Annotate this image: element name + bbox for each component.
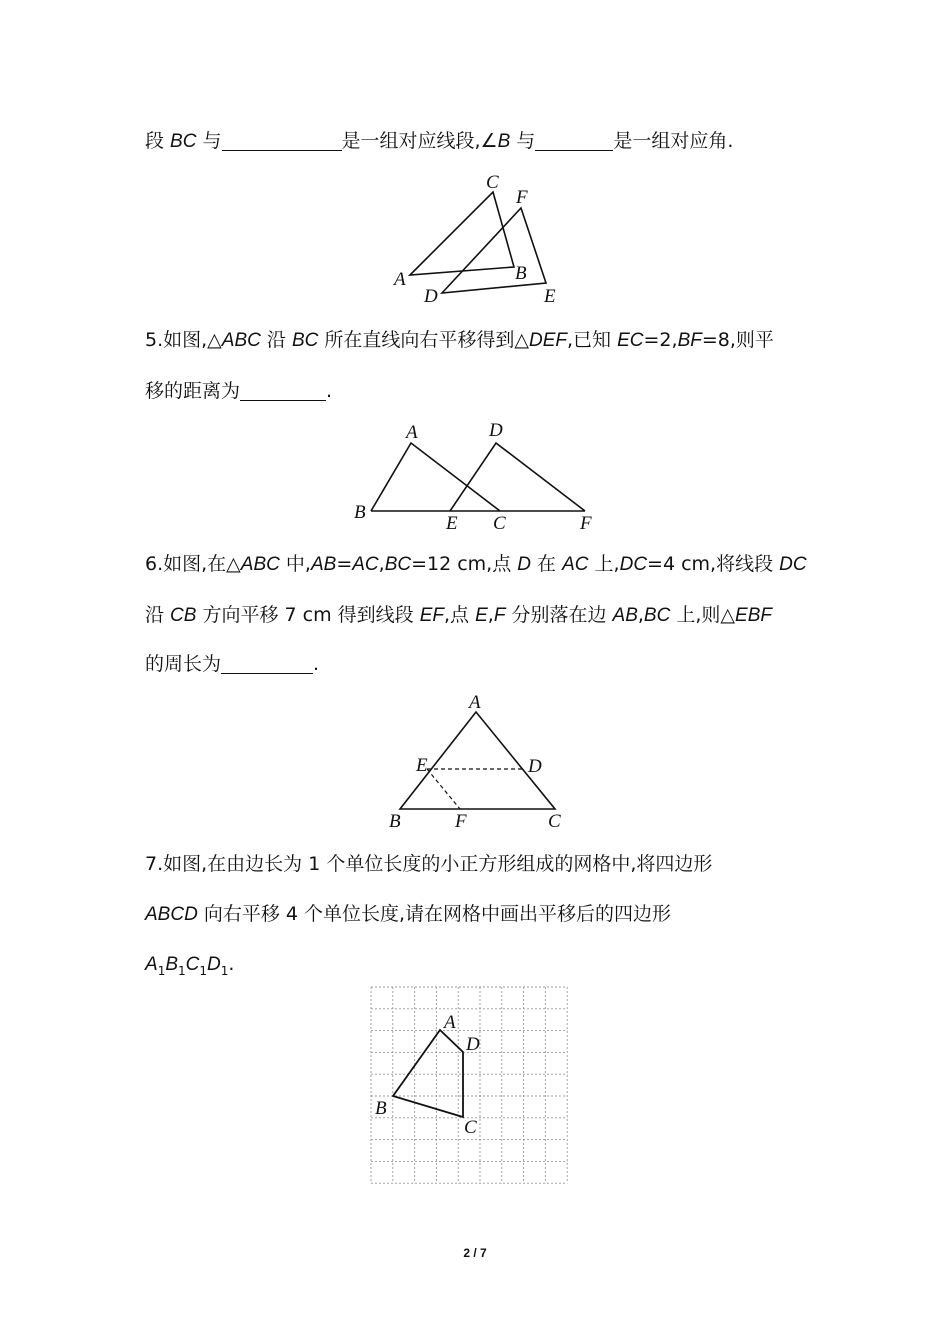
label-e: E [446, 513, 458, 534]
label-c: C [493, 513, 506, 534]
answer-blank-1[interactable] [222, 130, 342, 151]
label-c: C [464, 1117, 477, 1138]
q4-line: 段 BC 与 是一组对应线段,∠B 与 是一组对应角. [145, 130, 734, 152]
q6-line-3: 的周长为 . [145, 653, 320, 675]
label-b: B [375, 1098, 387, 1119]
figure-q4 [380, 168, 580, 308]
label-f: F [455, 811, 467, 832]
label-e: E [416, 755, 428, 776]
label-d: D [466, 1034, 480, 1055]
figure-q7 [370, 986, 582, 1184]
triangle-def [450, 443, 585, 511]
label-f: F [516, 187, 528, 208]
label-d: D [528, 756, 542, 777]
q5-line-2: 移的距离为 . [145, 380, 333, 402]
label-d: D [489, 420, 503, 441]
q7-line-2: ABCD 向右平移 4 个单位长度,请在网格中画出平移后的四边形 [145, 903, 672, 925]
label-c: C [548, 811, 561, 832]
q5-line-1: 5.如图,△ABC 沿 BC 所在直线向右平移得到△DEF,已知 EC=2,BF=8,则平 [145, 329, 774, 351]
figure-q6 [380, 688, 580, 838]
answer-blank-3[interactable] [240, 380, 326, 401]
label-e: E [544, 286, 556, 307]
page-number: 2 / 7 [463, 1246, 487, 1260]
q6-line-2: 沿 CB 方向平移 7 cm 得到线段 EF,点 E,F 分别落在边 AB,BC 上,则△EBF [145, 604, 772, 626]
q7-line-1: 7.如图,在由边长为 1 个单位长度的小正方形组成的网格中,将四边形 [145, 853, 713, 875]
figure-q5 [350, 418, 610, 538]
quadrilateral-abcd [393, 1030, 463, 1117]
q6-line-1: 6.如图,在△ABC 中,AB=AC,BC=12 cm,点 D 在 AC 上,DC=4 cm,将线段 DC [145, 553, 807, 575]
label-d: D [424, 286, 438, 307]
label-b: B [515, 263, 527, 284]
triangle-abc [371, 443, 500, 511]
label-a: A [469, 692, 481, 713]
answer-blank-2[interactable] [535, 130, 613, 151]
triangle-abc [410, 192, 514, 275]
label-f: F [580, 513, 592, 534]
label-a: A [394, 269, 406, 290]
answer-blank-4[interactable] [221, 653, 313, 674]
triangle-def [442, 208, 546, 293]
q7-line-3: $A_1B_1C_1D_1$. [145, 953, 235, 978]
label-c: C [486, 172, 499, 193]
dashed-ef [427, 769, 460, 809]
label-a: A [444, 1012, 456, 1033]
label-a: A [406, 422, 418, 443]
label-b: B [354, 502, 366, 523]
label-b: B [389, 811, 401, 832]
